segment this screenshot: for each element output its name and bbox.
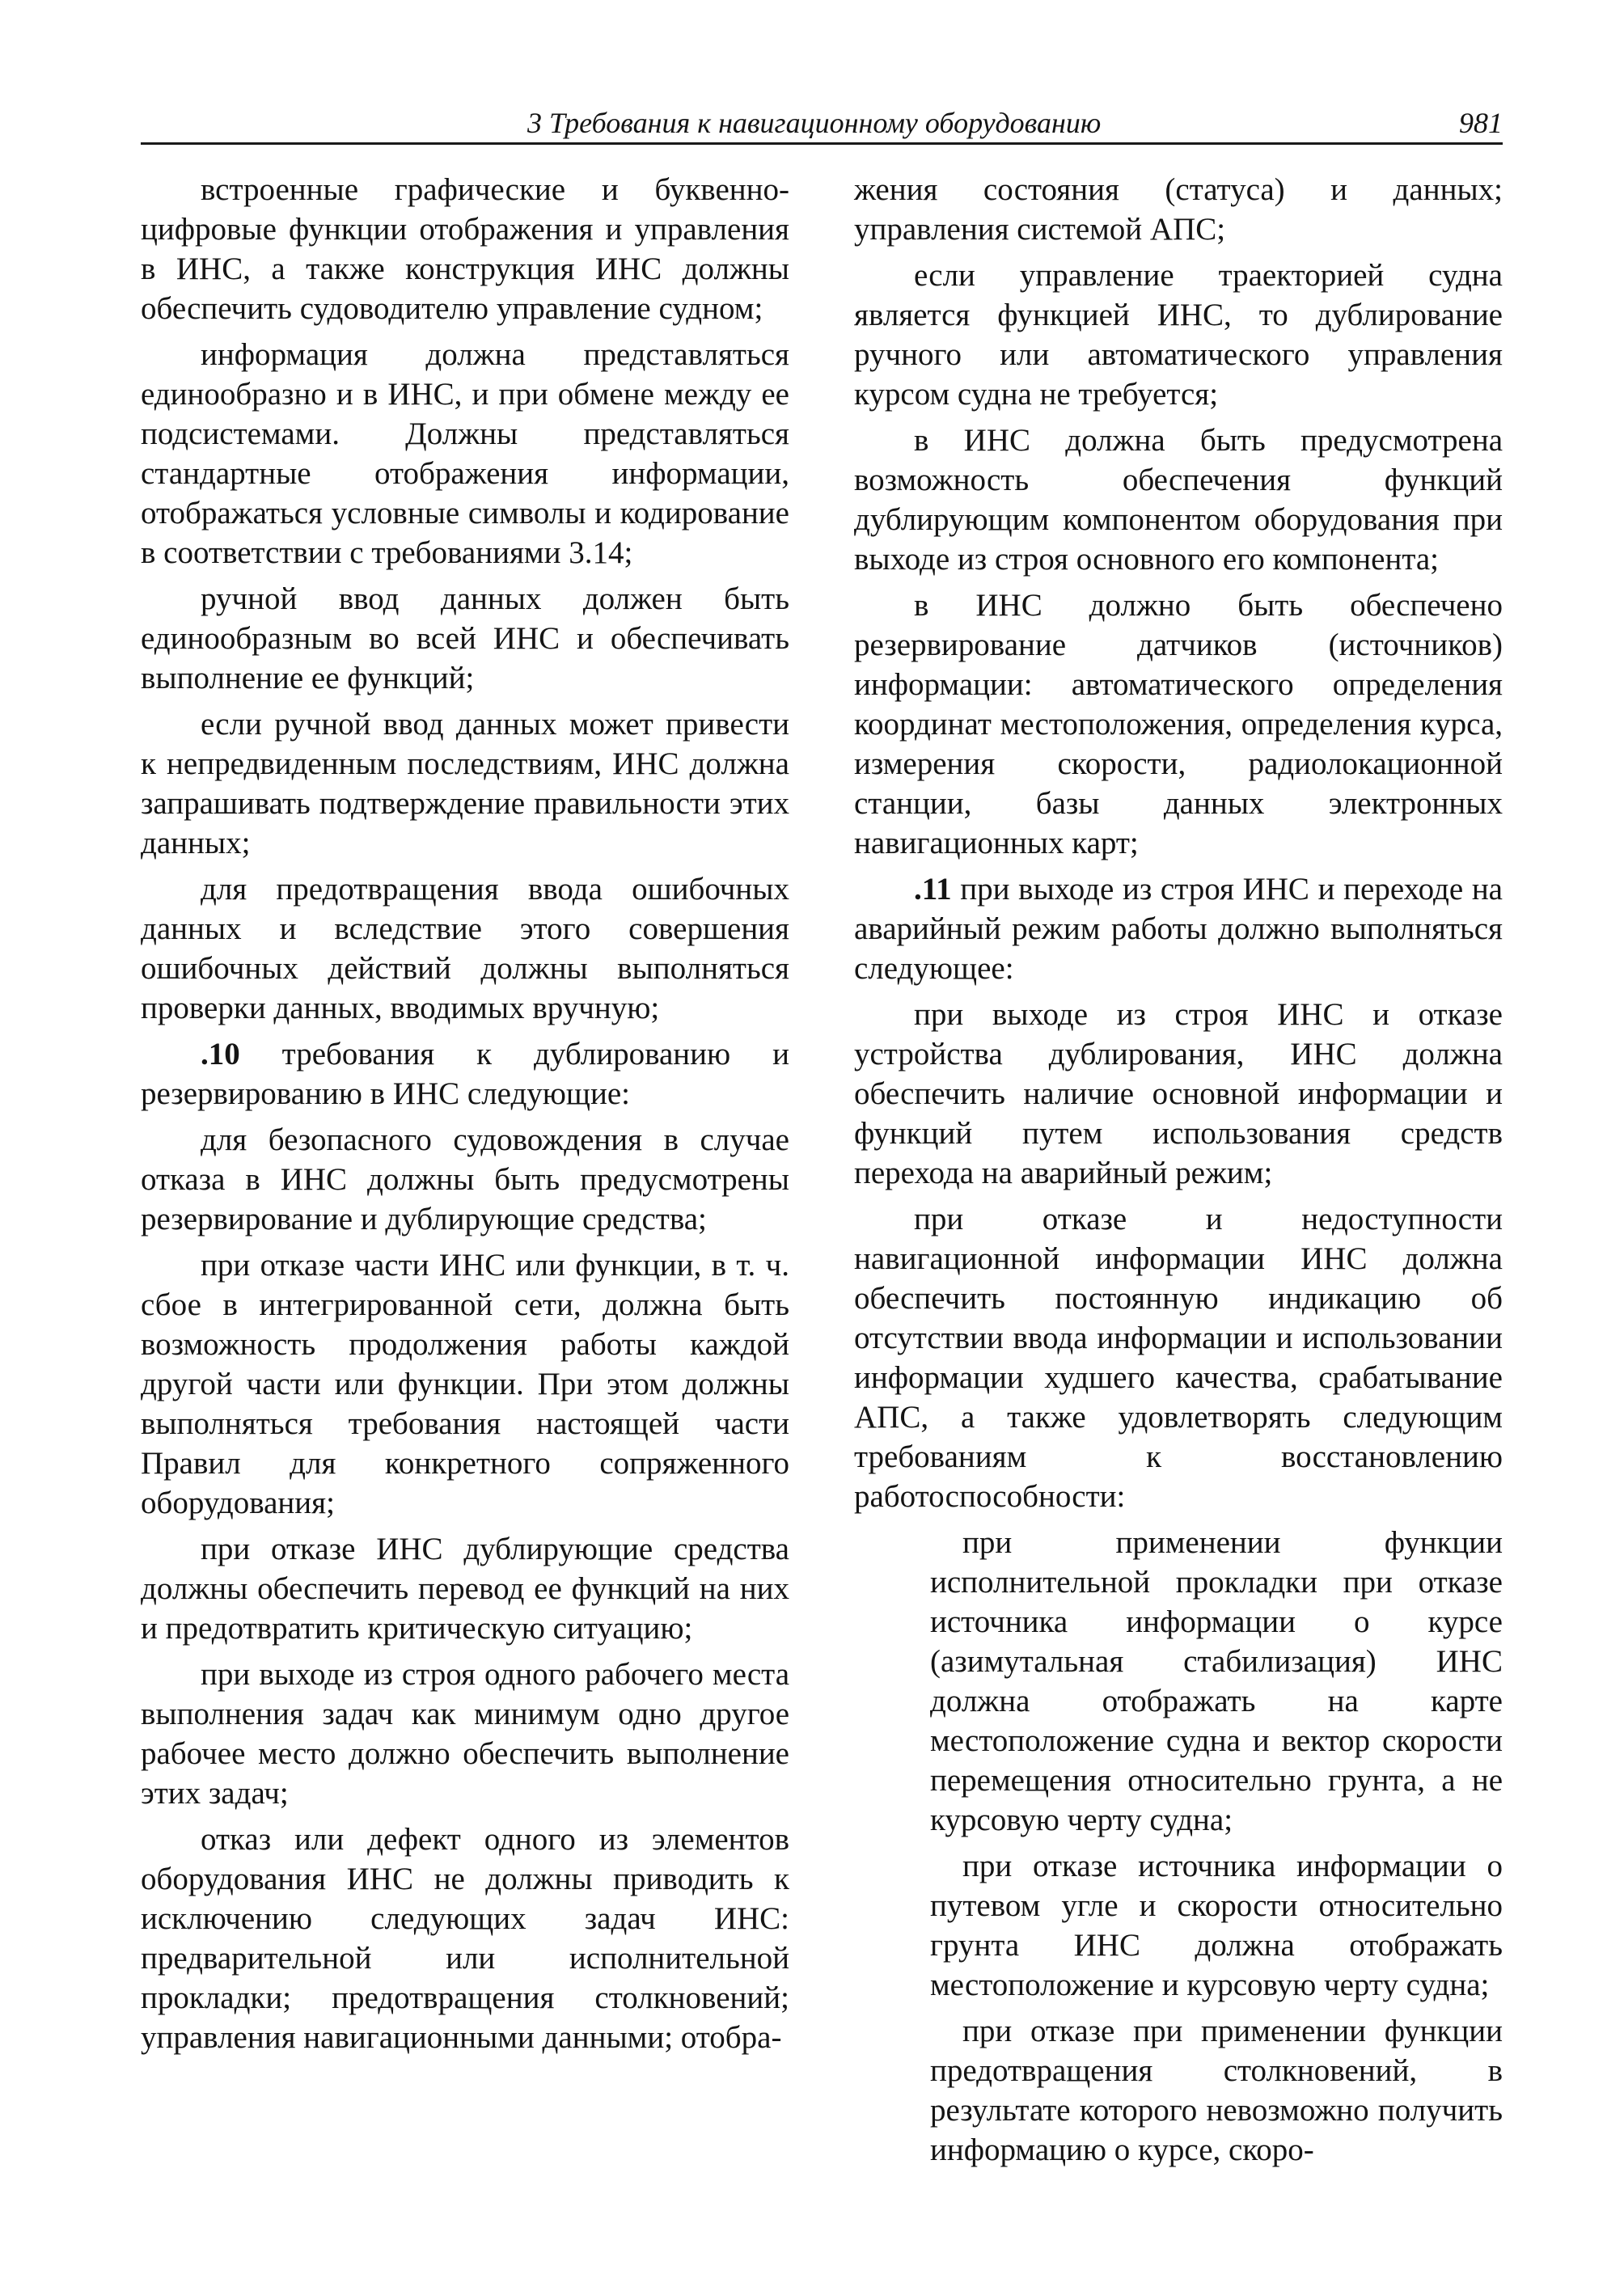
running-title: 3 Требования к навигационному оборудованию: [527, 107, 1102, 139]
paragraph-text: при применении функции исполнительной прокладки при отказе источника информации о курсе (азимутальная стабилизация) ИНС должна отображать на карте местоположение судна и вектор скорости перемещения относительно грунта, а не курсовую черту судна;: [930, 1525, 1503, 1837]
paragraph: [141, 1034, 789, 1114]
paragraph-text: при выходе из строя ИНС и отказе устройства дублирования, ИНС должна обеспечить наличие основной информации и функций путем использования средств перехода на аварийный режим;: [854, 997, 1503, 1190]
paragraph: [930, 1846, 1503, 2005]
paragraph-text: при отказе при применении функции предотвращения столкновений, в результате которого невозможно получить информацию о курсе, скоро-: [930, 2014, 1503, 2167]
paragraph-text: при отказе ИНС дублирующие средства должны обеспечить перевод ее функций на них и предотвратить критическую ситуацию;: [141, 1532, 789, 1646]
paragraph: [141, 335, 789, 573]
paragraph: [141, 1820, 789, 2057]
page-number: 981: [1459, 107, 1503, 139]
paragraph-text: жения состояния (статуса) и данных; управления системой АПС;: [854, 172, 1503, 247]
paragraph-text: требования к дублированию и резервированию в ИНС следующие:: [141, 1037, 789, 1111]
paragraph: [141, 579, 789, 698]
paragraph-text: встроенные графические и буквенно-цифровые функции отображения и управления в ИНС, а также конструкция ИНС должны обеспечить судоводителю управление судном;: [141, 172, 789, 326]
item-number: .10: [201, 1037, 240, 1072]
paragraph-text: информация должна представляться единообразно и в ИНС, и при обмене между ее подсистемами. Должны представляться стандартные отображения информации, отображаться условные символы и кодирование в соответствии с требованиями 3.14;: [141, 337, 789, 570]
left-column: [141, 170, 789, 2064]
page-header: [141, 104, 1503, 145]
paragraph: [141, 869, 789, 1028]
paragraph-text: для безопасного судовождения в случае отказа в ИНС должны быть предусмотрены резервирование и дублирующие средства;: [141, 1122, 789, 1236]
paragraph-text: для предотвращения ввода ошибочных данных и вследствие этого совершения ошибочных действий должны выполняться проверки данных, вводимых вручную;: [141, 872, 789, 1025]
right-column: [854, 170, 1503, 2176]
paragraph: [141, 1245, 789, 1523]
paragraph: [854, 995, 1503, 1193]
paragraph: [854, 585, 1503, 863]
paragraph-text: при отказе источника информации о путевом угле и скорости относительно грунта ИНС должна отображать местоположение и курсовую черту судна;: [930, 1849, 1503, 2002]
paragraph-text: при отказе части ИНС или функции, в т. ч. сбое в интегрированной сети, должна быть возможность продолжения работы каждой другой части или функции. При этом должны выполняться требования настоящей части Правил для конкретного сопряженного оборудования;: [141, 1248, 789, 1520]
paragraph: [930, 1523, 1503, 1840]
paragraph-text: в ИНС должна быть предусмотрена возможность обеспечения функций дублирующим компонентом оборудования при выходе из строя основного его компонента;: [854, 423, 1503, 577]
paragraph: [854, 256, 1503, 414]
paragraph-text: отказ или дефект одного из элементов оборудования ИНС не должны приводить к исключению следующих задач ИНС: предварительной или исполнительной прокладки; предотвращения столкновений; управления навигационными данными; отобра-: [141, 1822, 789, 2055]
paragraph-text: при выходе из строя одного рабочего места выполнения задач как минимум одно другое рабочее место должно обеспечить выполнение этих задач;: [141, 1657, 789, 1811]
paragraph: [141, 1529, 789, 1648]
paragraph-text: ручной ввод данных должен быть единообразным во всей ИНС и обеспечивать выполнение ее функций;: [141, 581, 789, 695]
paragraph: [854, 869, 1503, 988]
paragraph: [141, 170, 789, 328]
paragraph: [141, 1120, 789, 1239]
paragraph: [854, 1199, 1503, 1516]
paragraph-text: если управление траекторией судна является функцией ИНС, то дублирование ручного или автоматического управления курсом судна не требуется;: [854, 258, 1503, 412]
item-number: .11: [914, 872, 952, 907]
paragraph-text: в ИНС должно быть обеспечено резервирование датчиков (источников) информации: автоматического определения координат местоположения, определения курса, измерения скорости, радиолокационной станции, базы данных электронных навигационных карт;: [854, 588, 1503, 860]
paragraph-text: при выходе из строя ИНС и переходе на аварийный режим работы должно выполняться следующее:: [854, 872, 1503, 986]
paragraph-text: при отказе и недоступности навигационной информации ИНС должна обеспечить постоянную индикацию об отсутствии ввода информации и использовании информации худшего качества, срабатывание АПС, а также удовлетворять следующим требованиям к восстановлению работоспособности:: [854, 1202, 1503, 1514]
paragraph: [141, 1655, 789, 1813]
paragraph: [854, 421, 1503, 579]
paragraph: [141, 704, 789, 863]
paragraph-text: если ручной ввод данных может привести к непредвиденным последствиям, ИНС должна запрашивать подтверждение правильности этих данных;: [141, 707, 789, 860]
paragraph: [930, 2011, 1503, 2170]
paragraph: [854, 170, 1503, 249]
